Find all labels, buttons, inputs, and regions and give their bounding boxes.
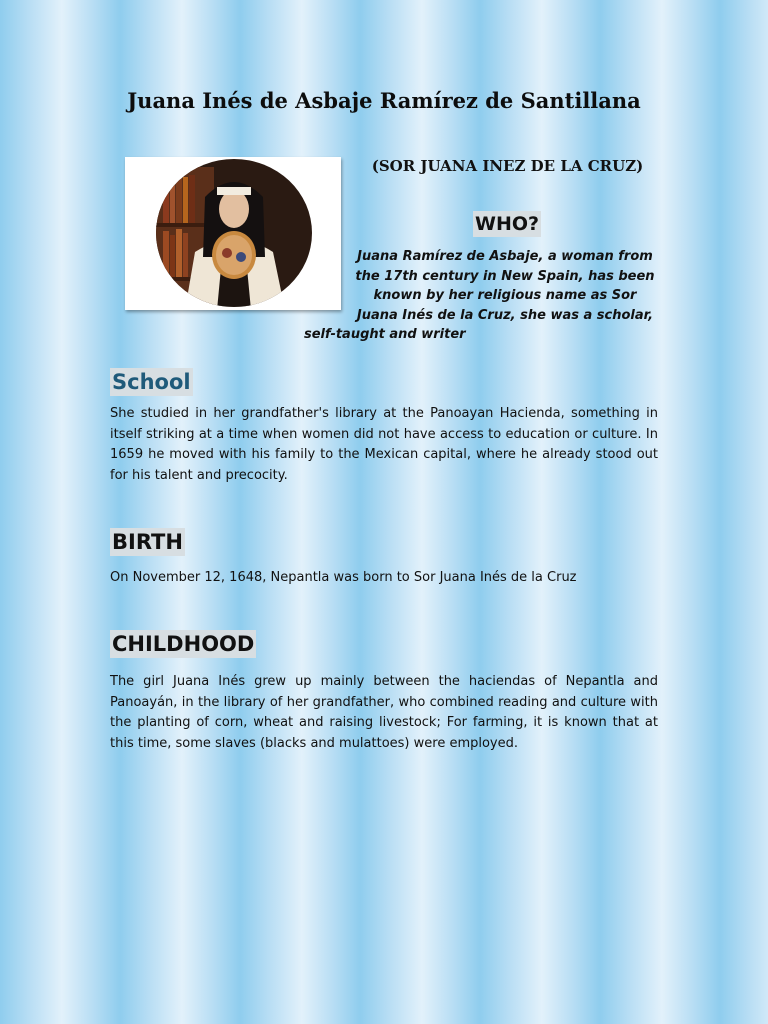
- who-line: Juana Ramírez de Asbaje, a woman from: [357, 249, 653, 264]
- childhood-paragraph: The girl Juana Inés grew up mainly between the haciendas of Nepantla and Panoayán, in the library of her grandfather, who combined reading and culture with the planting of corn, wheat and raising livestock; For farming, it is known that at this time, some slaves (blacks and mulattoes) were employed.: [110, 674, 658, 751]
- birth-paragraph: On November 12, 1648, Nepantla was born to Sor Juana Inés de la Cruz: [110, 570, 577, 585]
- who-line: self-taught and writer: [304, 327, 466, 342]
- birth-heading: BIRTH: [112, 530, 183, 554]
- who-description: [300, 247, 660, 345]
- childhood-heading: CHILDHOOD: [112, 632, 255, 656]
- who-heading: WHO?: [475, 213, 540, 235]
- who-line: Juana Inés de la Cruz, she was a scholar,: [356, 307, 654, 323]
- school-paragraph: She studied in her grandfather's library at the Panoayan Hacienda, something in itself striking at a time when women did not have access to education or culture. In 1659 he moved with his family to the Mexican capital, where he already stood out for his talent and precocity.: [110, 406, 658, 483]
- who-line: known by her religious name as Sor: [373, 288, 637, 303]
- page-title: Juana Inés de Asbaje Ramírez de Santillana: [127, 88, 641, 113]
- who-line: the 17th century in New Spain, has been: [355, 268, 655, 284]
- school-heading: School: [112, 370, 191, 394]
- subtitle: (SOR JUANA INEZ DE LA CRUZ): [371, 157, 644, 175]
